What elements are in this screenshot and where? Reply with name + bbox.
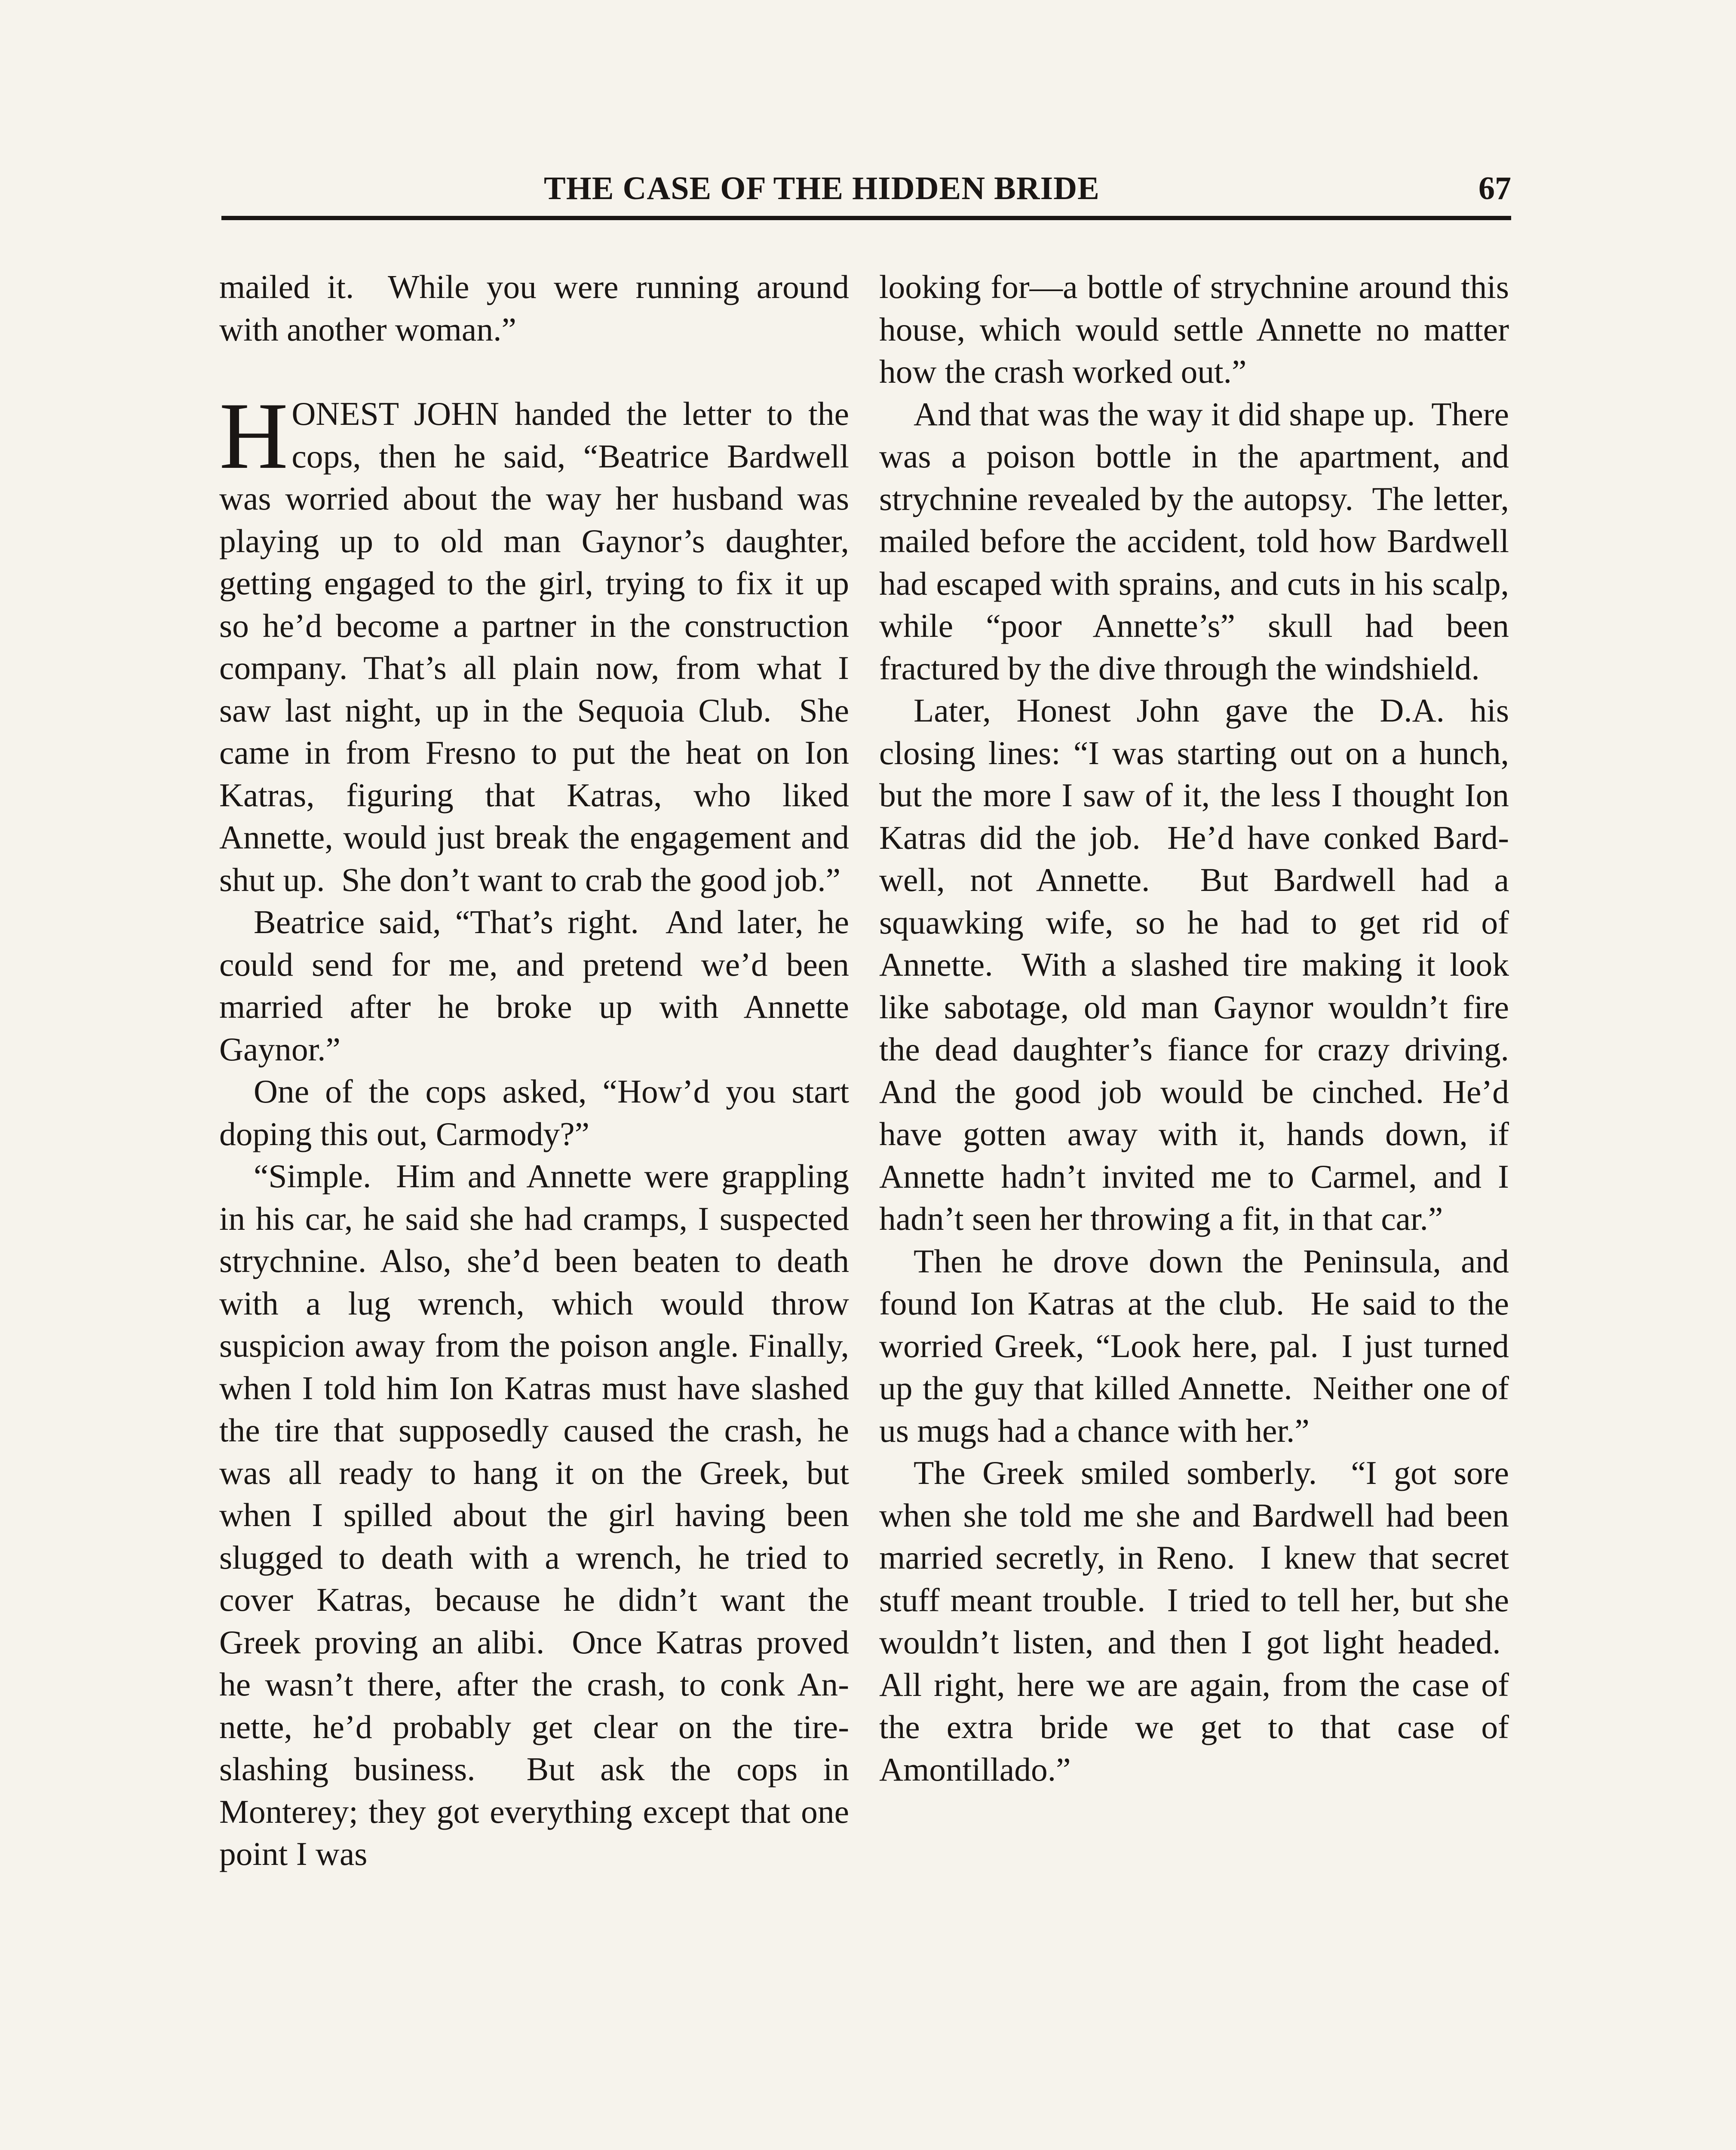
paragraph: One of the cops asked, “How’d you start doping this out, Carmody?”: [219, 1073, 849, 1152]
paragraph: Then he drove down the Peninsula, and found Ion Katras at the club. He said to the worried Greek, “Look here, pal. I just turned up the guy that killed Annette. Neither one of us mugs had a chance with her.”: [879, 1242, 1509, 1449]
paragraph: Beatrice said, “That’s right. And later, he could send for me, and pretend we’d been married after he broke up with Annette Gaynor.”: [219, 903, 849, 1068]
paragraph: “Simple. Him and Annette were grappling in his car, he said she had cramps, I suspected strychnine. Also, she’d been beaten to death with a lug wrench, which would throw suspicion away from the poison angle. Finally, when I told him Ion Katras must have slashed the tire that supposedly caused the crash, he was all ready to hang it on the Greek, but when I spilled about the girl having been slugged to death with a wrench, he tried to cover Katras, because he didn’t want the Greek proving an alibi. Once Katras proved he wasn’t there, after the crash, to conk Annette, he’d probably get clear on the tire-slashing business. But ask the cops in Monterey; they got everything except that one point I was: [219, 1158, 849, 1872]
paragraph: The Greek smiled somberly. “I got sore when she told me she and Bardwell had been married secretly, in Reno. I knew that secret stuff meant trouble. I tried to tell her, but she wouldn’t listen, and then I got light headed. All right, here we are again, from the case of the extra bride we get to that case of Amontillado.”: [879, 1454, 1509, 1788]
paragraph: looking for—a bottle of strychnine around this house, which would settle Annette no matter how the crash worked out.”: [879, 268, 1509, 390]
paragraph: mailed it. While you were running around with another woman.”: [219, 268, 849, 348]
left-column: [219, 266, 849, 1875]
paragraph-text: ONEST JOHN handed the letter to the cops, then he said, “Beatrice Bardwell was worried about the way her husband was playing up to old man Gaynor’s daughter, getting engaged to the girl, trying to fix it up so he’d become a partner in the construction company. That’s all plain now, from what I saw last night, up in the Sequoia Club. She came in from Fresno to put the heat on Ion Katras, figuring that Katras, who liked Annette, would just break the engagement and shut up. She don’t want to crab the good job.”: [219, 395, 849, 898]
paragraph: And that was the way it did shape up. There was a poison bottle in the apartment, and strychnine revealed by the autopsy. The letter, mailed before the accident, told how Bardwell had escaped with sprains, and cuts in his scalp, while “poor Annette’s” skull had been fractured by the dive through the windshield.: [879, 395, 1509, 687]
page-number: 67: [1478, 170, 1511, 206]
right-column: [879, 266, 1509, 1791]
running-title: THE CASE OF THE HIDDEN BRIDE: [544, 170, 1100, 206]
paragraph-with-dropcap: [219, 383, 849, 901]
drop-cap: H: [219, 383, 288, 489]
paragraph: Later, Honest John gave the D.A. his closing lines: “I was starting out on a hunch, but the more I saw of it, the less I thought Ion Katras did the job. He’d have conked Bardwell, not Annette. But Bardwell had a squawking wife, so he had to get rid of Annette. With a slashed tire making it look like sabotage, old man Gaynor wouldn’t fire the dead daughter’s fiance for crazy driving. And the good job would be cinched. He’d have gotten away with it, hands down, if Annette hadn’t invited me to Carmel, and I hadn’t seen her throwing a fit, in that car.”: [879, 692, 1509, 1237]
header-rule: [221, 216, 1511, 220]
page-header: [221, 170, 1511, 221]
